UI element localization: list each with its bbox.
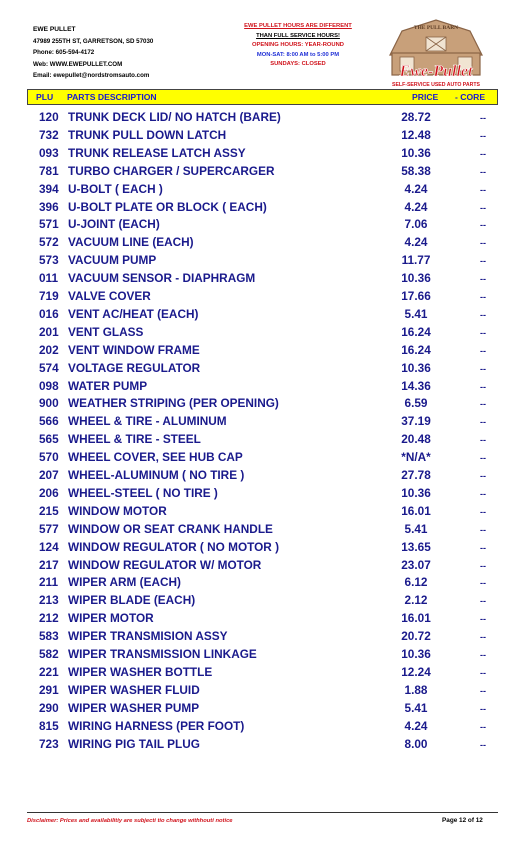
row-description: VOLTAGE REGULATOR	[68, 360, 201, 375]
table-row	[0, 681, 515, 699]
row-plu: 572	[39, 235, 59, 250]
column-plu: PLU	[36, 92, 54, 102]
row-price: 13.65	[401, 539, 431, 554]
row-price: 5.41	[404, 306, 428, 321]
page-number: Page 12 of 12	[442, 817, 483, 824]
row-plu: 815	[39, 718, 59, 733]
footer-divider	[27, 812, 498, 813]
row-price: 16.01	[401, 503, 431, 518]
row-description: WHEEL & TIRE - ALUMINUM	[68, 414, 227, 429]
column-core: - CORE	[455, 92, 486, 102]
logo-tagline: SELF-SERVICE USED AUTO PARTS	[391, 82, 481, 88]
row-plu: 290	[39, 700, 59, 715]
table-row	[0, 359, 515, 377]
ewe-pullet-logo	[376, 15, 496, 89]
table-row	[0, 251, 515, 269]
row-core: --	[480, 381, 486, 392]
row-description: VENT GLASS	[68, 324, 144, 339]
row-description: WINDOW REGULATOR ( NO MOTOR )	[68, 539, 280, 554]
row-plu: 583	[39, 629, 59, 644]
table-row	[0, 341, 515, 359]
row-description: WIPER TRANSMISSION LINKAGE	[68, 647, 257, 661]
row-price: 10.36	[401, 271, 431, 286]
table-row	[0, 412, 515, 430]
hours-line-5: SUNDAYS: CLOSED	[270, 61, 326, 68]
table-row	[0, 108, 515, 126]
row-plu: 732	[39, 127, 59, 142]
row-description: VENT WINDOW FRAME	[68, 342, 200, 357]
column-price: PRICE	[412, 92, 439, 102]
row-core: --	[480, 685, 486, 696]
table-row	[0, 430, 515, 448]
row-price: 10.36	[401, 485, 431, 500]
row-description: WINDOW MOTOR	[68, 503, 167, 518]
row-plu: 221	[39, 664, 59, 679]
row-description: VALVE COVER	[68, 289, 151, 303]
table-row	[0, 591, 515, 609]
table-row	[0, 287, 515, 305]
hours-notice	[236, 22, 360, 70]
table-row	[0, 233, 515, 251]
row-core: --	[480, 578, 486, 589]
row-core: --	[480, 399, 486, 410]
hours-line-3: OPENING HOURS: YEAR-ROUND	[251, 42, 344, 49]
row-plu: 124	[39, 539, 59, 554]
row-price: 10.36	[401, 647, 431, 661]
company-email: Email: ewepullet@nordstromsauto.com	[33, 72, 150, 80]
row-price: 7.06	[404, 217, 428, 232]
row-description: U-JOINT (EACH)	[68, 217, 160, 232]
row-core: --	[480, 471, 486, 481]
table-row	[0, 394, 515, 412]
table-row	[0, 645, 515, 663]
row-description: VACUUM PUMP	[68, 253, 157, 268]
row-plu: 577	[39, 521, 59, 536]
row-plu: 571	[39, 217, 59, 232]
row-core: --	[480, 166, 486, 177]
row-plu: 900	[39, 396, 59, 411]
row-core: --	[480, 703, 486, 714]
row-core: --	[480, 524, 486, 535]
row-core: --	[480, 453, 486, 464]
row-price: 11.77	[401, 253, 431, 268]
row-core: --	[480, 542, 486, 553]
row-description: U-BOLT ( EACH )	[68, 181, 163, 196]
row-description: WHEEL COVER, SEE HUB CAP	[68, 450, 243, 465]
row-description: TRUNK PULL DOWN LATCH	[68, 127, 227, 142]
row-plu: 582	[39, 647, 59, 661]
row-plu: 217	[39, 557, 59, 572]
table-row	[0, 126, 515, 144]
table-row	[0, 627, 515, 645]
row-description: WEATHER STRIPING (PER OPENING)	[68, 396, 279, 411]
table-row	[0, 502, 515, 520]
row-description: WIPER WASHER FLUID	[68, 682, 200, 697]
hours-line-1: EWE PULLET HOURS ARE DIFFERENT	[244, 23, 352, 29]
table-row	[0, 699, 515, 717]
row-price: 10.36	[401, 360, 431, 375]
row-plu: 093	[39, 145, 59, 160]
row-plu: 202	[39, 342, 59, 357]
row-price: 2.12	[404, 593, 428, 608]
row-price: *N/A*	[401, 450, 431, 465]
row-core: --	[480, 130, 486, 141]
table-row	[0, 520, 515, 538]
row-price: 4.24	[404, 181, 428, 196]
column-header-bar	[27, 89, 498, 105]
row-price: 27.78	[401, 468, 431, 482]
row-core: --	[480, 309, 486, 320]
disclaimer: Disclaimer: Prices and availabilitiy are subjecti tio change withhouti notice	[27, 818, 233, 824]
company-info	[33, 24, 233, 82]
row-description: WINDOW OR SEAT CRANK HANDLE	[68, 521, 273, 536]
hours-line-4: MON-SAT: 8:00 AM to 5:00 PM	[256, 51, 340, 58]
row-price: 12.24	[401, 664, 431, 679]
barn-logo-graphic	[376, 15, 496, 89]
row-plu: 396	[39, 199, 59, 214]
row-plu: 201	[39, 324, 59, 339]
row-core: --	[480, 202, 486, 213]
table-row	[0, 484, 515, 502]
row-plu: 213	[39, 593, 59, 608]
table-row	[0, 466, 515, 484]
row-price: 20.48	[401, 432, 431, 447]
row-description: VENT AC/HEAT (EACH)	[68, 306, 199, 321]
row-price: 17.66	[401, 289, 431, 303]
row-description: VACUUM LINE (EACH)	[68, 235, 194, 250]
row-plu: 207	[39, 468, 59, 482]
row-description: WIPER WASHER PUMP	[68, 700, 200, 715]
row-core: --	[480, 327, 486, 338]
row-plu: 566	[39, 414, 59, 429]
row-core: --	[480, 238, 486, 249]
row-core: --	[480, 596, 486, 607]
logo-brand-text: Ewe-Pullet	[399, 63, 473, 80]
row-plu: 215	[39, 503, 59, 518]
row-price: 10.36	[401, 145, 431, 160]
company-address: 47989 255TH ST, GARRETSON, SD 57030	[33, 37, 154, 45]
table-row	[0, 180, 515, 198]
row-plu: 719	[39, 289, 59, 303]
row-core: --	[480, 632, 486, 643]
table-row	[0, 162, 515, 180]
row-price: 16.24	[401, 342, 431, 357]
table-row	[0, 717, 515, 735]
table-row	[0, 305, 515, 323]
company-name: EWE PULLET	[33, 26, 76, 33]
row-price: 1.88	[404, 682, 428, 697]
row-core: --	[480, 113, 486, 123]
row-price: 16.24	[401, 324, 431, 339]
row-core: --	[480, 148, 486, 159]
row-price: 58.38	[401, 163, 431, 178]
row-price: 20.72	[401, 629, 431, 644]
row-core: --	[480, 363, 486, 374]
table-row	[0, 735, 515, 753]
row-plu: 211	[39, 575, 59, 590]
row-plu: 565	[39, 432, 59, 447]
row-price: 23.07	[401, 557, 431, 572]
row-core: --	[480, 721, 486, 732]
row-price: 28.72	[401, 110, 431, 124]
row-core: --	[480, 560, 486, 571]
row-description: TURBO CHARGER / SUPERCARGER	[68, 163, 275, 178]
table-row	[0, 609, 515, 627]
row-description: WIRING HARNESS (PER FOOT)	[68, 718, 245, 733]
row-plu: 011	[39, 271, 59, 286]
table-row	[0, 573, 515, 591]
row-price: 6.12	[404, 575, 428, 590]
row-core: --	[480, 435, 486, 446]
row-core: --	[480, 256, 486, 267]
row-core: --	[480, 667, 486, 678]
row-description: WHEEL & TIRE - STEEL	[68, 432, 201, 447]
table-row	[0, 377, 515, 395]
row-plu: 016	[39, 306, 59, 321]
row-core: --	[480, 739, 486, 750]
row-description: TRUNK RELEASE LATCH ASSY	[68, 145, 246, 160]
row-plu: 573	[39, 253, 59, 268]
row-core: --	[480, 650, 486, 660]
table-row	[0, 663, 515, 681]
row-plu: 206	[39, 485, 59, 500]
row-description: U-BOLT PLATE OR BLOCK ( EACH)	[68, 199, 267, 214]
row-core: --	[480, 220, 486, 231]
row-core: --	[480, 614, 486, 625]
row-price: 4.24	[404, 718, 428, 733]
row-price: 8.00	[404, 736, 428, 751]
row-description: WIPER MOTOR	[68, 611, 154, 626]
row-description: WHEEL-ALUMINUM ( NO TIRE )	[68, 468, 245, 482]
table-row	[0, 144, 515, 162]
hours-line-2: THAN FULL SERVICE HOURS!	[256, 32, 340, 39]
row-plu: 212	[39, 611, 59, 626]
row-price: 5.41	[404, 700, 428, 715]
table-row	[0, 269, 515, 287]
row-price: 4.24	[404, 235, 428, 250]
row-core: --	[480, 274, 486, 285]
row-plu: 291	[39, 682, 59, 697]
logo-top-text: THE PULL BARN	[413, 25, 459, 31]
row-core: --	[480, 292, 486, 302]
row-core: --	[480, 506, 486, 517]
row-description: WIPER BLADE (EACH)	[68, 593, 196, 608]
row-plu: 570	[39, 450, 59, 465]
row-plu: 120	[39, 110, 59, 124]
row-plu: 394	[39, 181, 59, 196]
row-plu: 781	[39, 163, 59, 178]
table-row	[0, 198, 515, 216]
row-description: WIPER WASHER BOTTLE	[68, 664, 213, 679]
row-core: --	[480, 184, 486, 195]
row-price: 5.41	[404, 521, 428, 536]
table-row	[0, 556, 515, 574]
company-phone: Phone: 605-594-4172	[33, 49, 95, 57]
row-core: --	[480, 345, 486, 356]
row-price: 6.59	[404, 396, 428, 411]
table-row	[0, 538, 515, 556]
row-description: WIRING PIG TAIL PLUG	[68, 736, 200, 751]
row-description: WIPER ARM (EACH)	[68, 575, 181, 590]
row-description: WINDOW REGULATOR W/ MOTOR	[68, 557, 262, 572]
row-description: VACUUM SENSOR - DIAPHRAGM	[68, 271, 256, 286]
row-description: WATER PUMP	[68, 378, 148, 393]
row-description: WIPER TRANSMISION ASSY	[68, 629, 228, 644]
row-description: WHEEL-STEEL ( NO TIRE )	[68, 485, 218, 500]
row-price: 4.24	[404, 199, 428, 214]
row-description: TRUNK DECK LID/ NO HATCH (BARE)	[68, 110, 281, 124]
table-row	[0, 323, 515, 341]
table-row	[0, 215, 515, 233]
column-description: PARTS DESCRIPTION	[67, 92, 157, 102]
row-plu: 574	[39, 360, 59, 375]
row-price: 16.01	[401, 611, 431, 626]
row-core: --	[480, 488, 486, 499]
row-price: 14.36	[401, 378, 431, 393]
company-web: Web: WWW.EWEPULLET.COM	[33, 60, 123, 68]
row-plu: 723	[39, 736, 59, 751]
row-plu: 098	[39, 378, 59, 393]
table-row	[0, 448, 515, 466]
row-core: --	[480, 417, 486, 428]
row-price: 12.48	[401, 127, 431, 142]
row-price: 37.19	[401, 414, 431, 429]
